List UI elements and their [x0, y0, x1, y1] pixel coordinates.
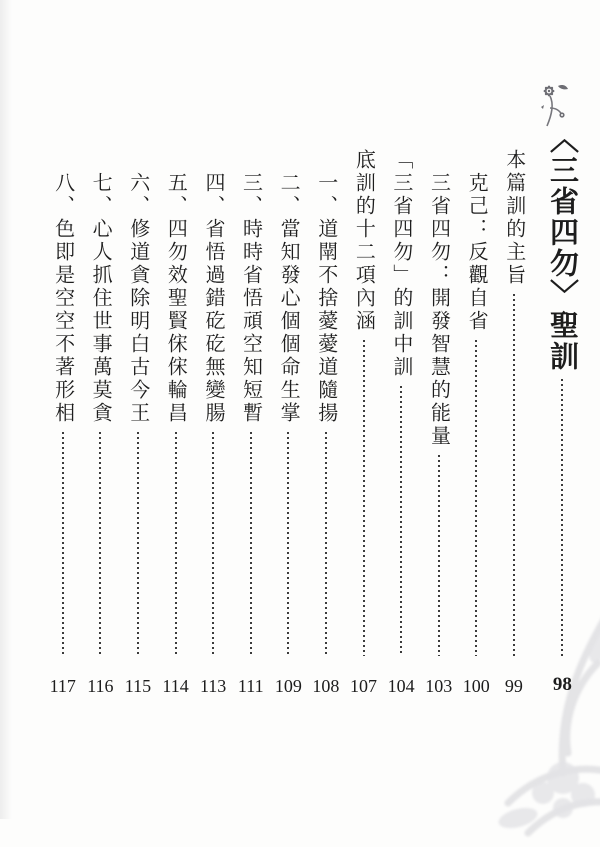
toc-title: 〈三省四勿〉聖訓 — [546, 124, 580, 372]
dot-leader — [353, 340, 375, 656]
dot-leader — [240, 432, 262, 656]
dot-leader — [278, 432, 300, 656]
page-number: 111 — [237, 675, 264, 696]
toc-entry-label: 二、當知發心個個命生掌 — [277, 172, 302, 425]
page-number: 115 — [124, 675, 152, 696]
toc-entry-label: 八、色即是空空不著形相 — [51, 172, 76, 425]
toc-entry — [462, 124, 490, 696]
toc-entry-label: 「三省四勿」的訓中訓 — [389, 149, 414, 379]
page-number: 100 — [462, 675, 490, 696]
toc-entry — [425, 124, 453, 696]
dot-leader — [466, 340, 488, 656]
page-number: 99 — [504, 675, 523, 696]
toc-entry-label: 一、道閛不捨薆薆道隨揚 — [314, 172, 339, 425]
toc-entry-label: 克己：反觀自省 — [465, 172, 490, 333]
dot-leader — [165, 432, 187, 656]
dot-leader — [202, 432, 224, 656]
dot-leader — [390, 386, 412, 656]
dot-leader — [315, 432, 337, 656]
page-number: 114 — [162, 675, 189, 696]
toc-title-entry — [547, 124, 578, 696]
toc-entry-label: 本篇訓的主旨 — [502, 149, 527, 287]
toc-entry — [124, 124, 152, 696]
dot-leader — [503, 294, 525, 656]
page-number: 107 — [350, 675, 378, 696]
toc-entry — [387, 124, 415, 696]
page-number: 116 — [87, 675, 114, 696]
page-edge-shadow — [0, 0, 12, 819]
toc-entry — [237, 124, 264, 696]
page-number: 104 — [387, 675, 415, 696]
page-number: 109 — [274, 675, 302, 696]
toc-entry — [312, 124, 340, 696]
flower-ornament-icon — [534, 82, 572, 130]
toc-entry — [49, 124, 76, 696]
toc-entry-label: 三省四勿：開發智慧的能量 — [427, 172, 452, 448]
toc-entry — [87, 124, 114, 696]
page-number: 108 — [312, 675, 340, 696]
toc-entry — [503, 124, 525, 696]
toc-entry-label: 六、修道貪除明白古今王 — [126, 172, 151, 425]
dot-leader — [127, 432, 149, 656]
page-number: 103 — [425, 675, 453, 696]
toc-entry — [199, 124, 227, 696]
dot-leader — [547, 379, 578, 656]
dot-leader — [52, 432, 74, 656]
dot-leader — [90, 432, 112, 656]
toc-entry-label: 五、四勿效聖賢俕俕輪昌 — [164, 172, 189, 425]
toc-entry-label: 七、心人抓住世事萬莫貪 — [89, 172, 114, 425]
page-number: 98 — [552, 674, 572, 696]
toc-entry-label: 底訓的十二項內涵 — [352, 149, 377, 333]
dot-leader — [428, 455, 450, 656]
toc-entry-label: 四、省悟過錯矻矻無變腸 — [201, 172, 226, 425]
toc-entry — [274, 124, 302, 696]
page-number: 113 — [199, 675, 227, 696]
toc-entry-label: 三、時時省悟頑空知短暫 — [239, 172, 264, 425]
table-of-contents — [36, 124, 578, 696]
page-number: 117 — [49, 675, 76, 696]
toc-entry — [162, 124, 189, 696]
toc-entry — [350, 124, 378, 696]
